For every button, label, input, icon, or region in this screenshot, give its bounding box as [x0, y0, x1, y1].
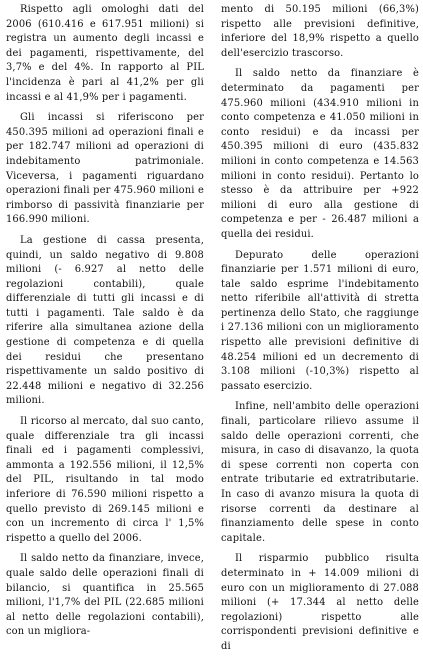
paragraph: mento di 50.195 milioni (66,3%) rispetto alle previsioni definitive, inferiore del 18,9% rispetto a quello dell'esercizio trascorso. [221, 4, 419, 59]
paragraph: La gestione di cassa presenta, quindi, un saldo negativo di 9.808 milioni (- 6.927 al netto delle regolazioni contabili), quale differenziale di tutti gli incassi e di tutti i pagamenti. Tale saldo è da riferire alla simultanea azione della gestione di competenza e di quella dei residui che presentano rispettivamente un saldo positivo di 22.448 milioni e negativo di 32.256 milioni. [6, 234, 204, 407]
paragraph: Il saldo netto da finanziare è determinato da pagamenti per 475.960 milioni (434.910 milioni in conto competenza e 41.050 milioni in conto residui) e da incassi per 450.395 milioni di euro (435.832 milioni in conto competenza e 14.563 milioni in conto residui). Pertanto lo stesso è da attribuire per +922 milioni di euro alla gestione di competenza e per - 26.487 milioni a quella dei residui. [221, 68, 419, 240]
paragraph: Infine, nell'ambito delle operazioni finali, particolare rilievo assume il saldo delle operazioni correnti, che misura, in caso di disavanzo, la quota di spese correnti non coperta con entrate tributarie ed extratributarie. In caso di avanzo misura la quota di risorse correnti da destinare al finanziamento delle spese in conto capitale. [221, 401, 419, 544]
right-column [221, 3, 419, 661]
left-column [6, 3, 204, 661]
paragraph: Gli incassi si riferiscono per 450.395 milioni ad operazioni finali e per 182.747 milioni ad operazioni di indebitamento patrimoniale. Viceversa, i pagamenti riguardano operazioni finali per 475.960 milioni e rimborso di passività finanziarie per 166.990 milioni. [6, 112, 204, 226]
paragraph: Il risparmio pubblico risulta determinato in + 14.009 milioni di euro con un miglioramento di 27.088 milioni (+ 17.344 al netto delle regolazioni) rispetto alle corrispondenti previsioni definitive e di [221, 553, 419, 652]
paragraph: Rispetto agli omologhi dati del 2006 (610.416 e 617.951 milioni) si registra un aumento degli incassi e dei pagamenti, rispettivamente, del 3,7% e del 4%. In rapporto al PIL l'incidenza è pari al 41,2% per gli incassi e al 41,9% per i pagamenti. [6, 4, 204, 103]
paragraph: Il ricorso al mercato, dal suo canto, quale differenziale tra gli incassi finali ed i pagamenti complessivi, ammonta a 192.556 milioni, il 12,5% del PIL, risultando in tal modo inferiore di 76.590 milioni rispetto a quello previsto di 269.145 milioni e con un incremento di circa l' 1,5% rispetto a quello del 2006. [6, 416, 204, 544]
paragraph: Depurato delle operazioni finanziarie per 1.571 milioni di euro, tale saldo esprime l'indebitamento netto riferibile all'attività di stretta pertinenza dello Stato, che raggiunge i 27.136 milioni con un miglioramento rispetto alle previsioni definitive di 48.254 milioni ed un decremento di 3.108 milioni (-10,3%) rispetto al passato esercizio. [221, 249, 419, 392]
paragraph: Il saldo netto da finanziare, invece, quale saldo delle operazioni finali di bilancio, si quantifica in 25.565 milioni, l'1,7% del PIL (22.685 milioni al netto delle regolazioni contabili), con un migliora- [6, 553, 204, 638]
